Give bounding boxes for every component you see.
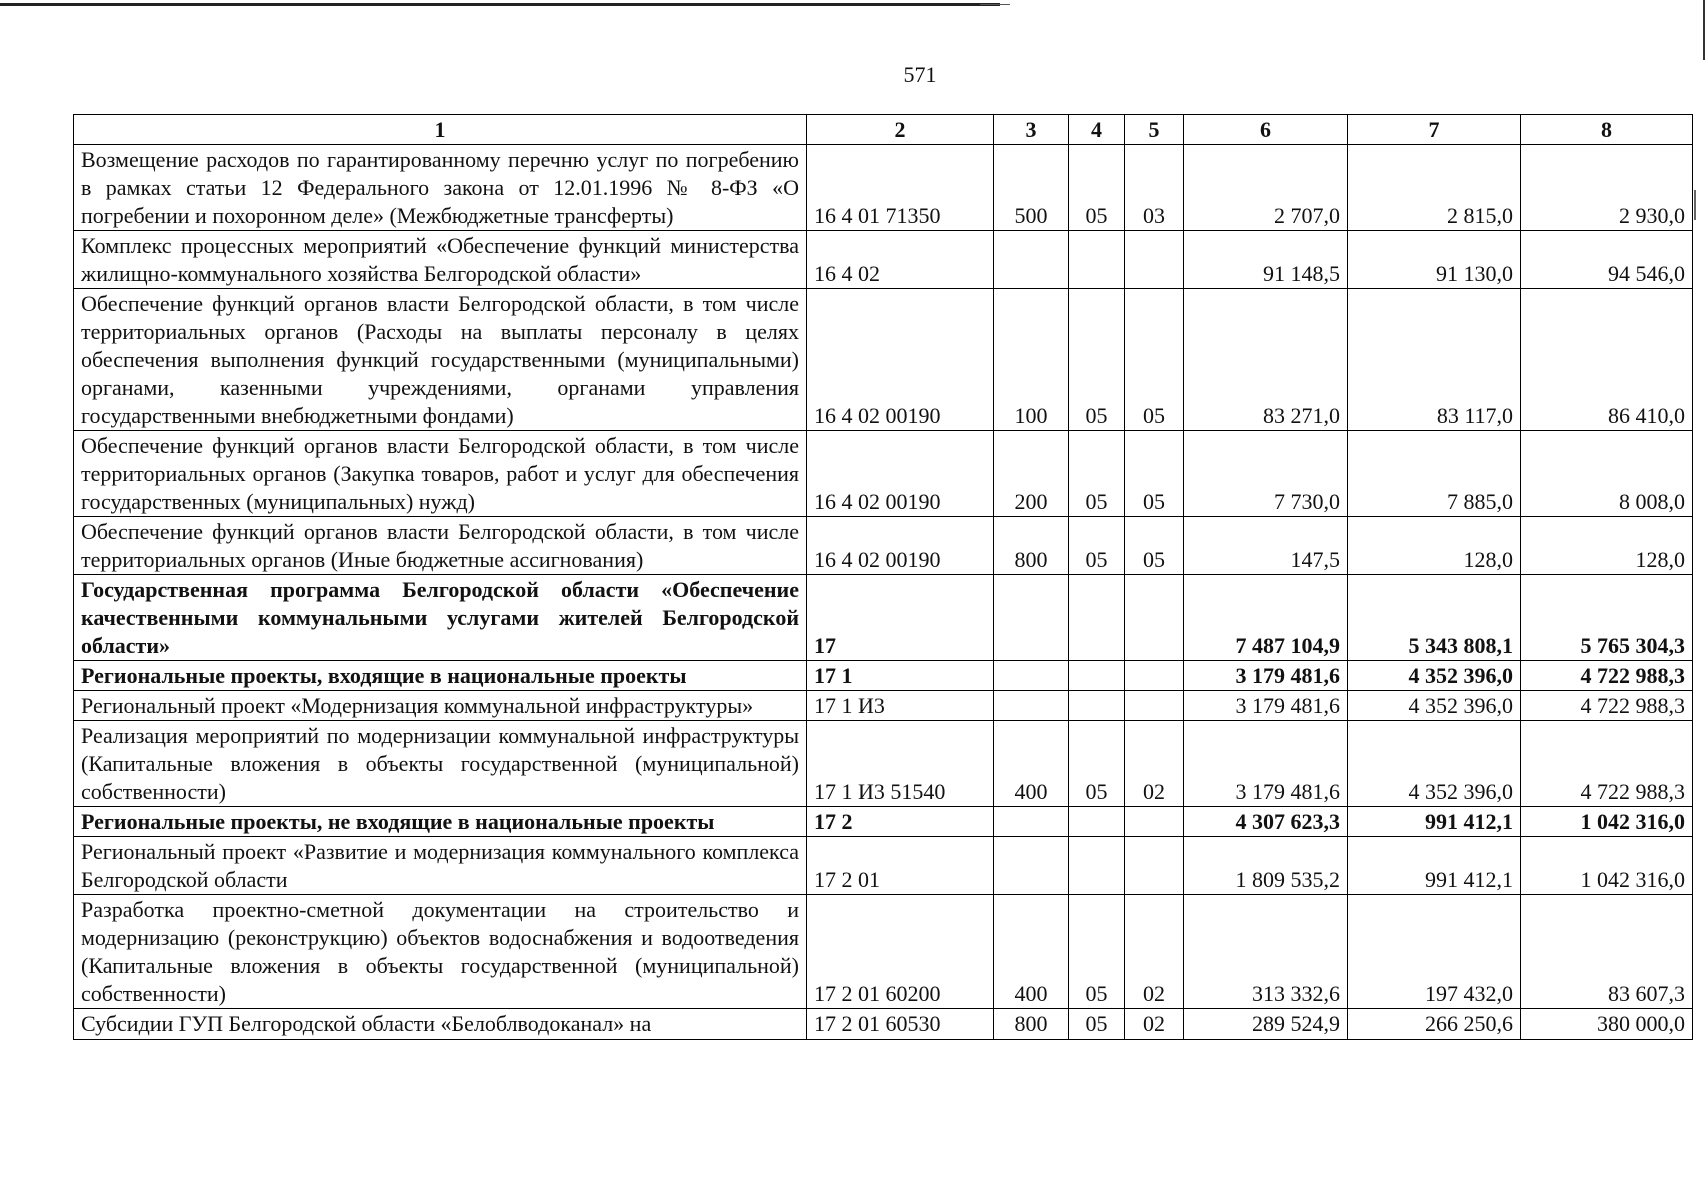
column-header: 8 [1521, 115, 1693, 145]
row-col7-value: 128,0 [1348, 517, 1521, 575]
row-col5-cell [1125, 231, 1184, 289]
table-row [74, 575, 1693, 661]
scan-edge-mark [1703, 0, 1705, 60]
row-col3-cell [994, 807, 1069, 837]
row-col8-value: 8 008,0 [1521, 431, 1693, 517]
row-code-cell: 17 2 01 [807, 837, 994, 895]
table-row [74, 517, 1693, 575]
row-col4-cell: 05 [1069, 895, 1125, 1009]
row-col6-value: 4 307 623,3 [1184, 807, 1348, 837]
row-col8-value: 128,0 [1521, 517, 1693, 575]
row-col7-value: 2 815,0 [1348, 145, 1521, 231]
row-col7-value: 83 117,0 [1348, 289, 1521, 431]
row-name-cell: Субсидии ГУП Белгородской области «Белоблводоканал» на [74, 1009, 807, 1040]
row-col3-cell: 800 [994, 1009, 1069, 1040]
row-col5-cell: 03 [1125, 145, 1184, 231]
row-col5-cell [1125, 691, 1184, 721]
row-code-cell: 16 4 02 00190 [807, 517, 994, 575]
row-col8-value: 5 765 304,3 [1521, 575, 1693, 661]
row-code-cell: 16 4 02 00190 [807, 431, 994, 517]
column-header: 1 [74, 115, 807, 145]
row-name-cell: Обеспечение функций органов власти Белгородской области, в том числе территориальных органов (Закупка товаров, работ и услуг для обеспечения государственных (муниципальных) нужд) [74, 431, 807, 517]
row-col7-value: 991 412,1 [1348, 807, 1521, 837]
row-code-cell: 17 [807, 575, 994, 661]
row-col3-cell: 200 [994, 431, 1069, 517]
row-col6-value: 3 179 481,6 [1184, 661, 1348, 691]
row-col4-cell: 05 [1069, 289, 1125, 431]
row-col6-value: 3 179 481,6 [1184, 691, 1348, 721]
row-col5-cell: 02 [1125, 1009, 1184, 1040]
row-col3-cell [994, 231, 1069, 289]
row-col6-value: 7 730,0 [1184, 431, 1348, 517]
row-col8-value: 86 410,0 [1521, 289, 1693, 431]
row-col3-cell: 800 [994, 517, 1069, 575]
row-col8-value: 94 546,0 [1521, 231, 1693, 289]
row-col7-value: 197 432,0 [1348, 895, 1521, 1009]
row-col3-cell [994, 691, 1069, 721]
table-body [74, 145, 1693, 1040]
row-code-cell: 17 2 01 60200 [807, 895, 994, 1009]
row-col8-value: 4 722 988,3 [1521, 721, 1693, 807]
row-name-cell: Государственная программа Белгородской области «Обеспечение качественными коммунальными услугами жителей Белгородской области» [74, 575, 807, 661]
row-code-cell: 16 4 02 [807, 231, 994, 289]
row-col5-cell [1125, 807, 1184, 837]
row-col8-value: 4 722 988,3 [1521, 691, 1693, 721]
row-col7-value: 5 343 808,1 [1348, 575, 1521, 661]
column-header: 3 [994, 115, 1069, 145]
row-name-cell: Региональный проект «Модернизация коммунальной инфраструктуры» [74, 691, 807, 721]
row-col3-cell [994, 661, 1069, 691]
table-row [74, 661, 1693, 691]
row-col6-value: 3 179 481,6 [1184, 721, 1348, 807]
scan-edge-mark [1694, 190, 1696, 220]
row-col6-value: 91 148,5 [1184, 231, 1348, 289]
table-row [74, 289, 1693, 431]
row-col8-value: 1 042 316,0 [1521, 807, 1693, 837]
row-col4-cell [1069, 837, 1125, 895]
row-col4-cell [1069, 691, 1125, 721]
column-header: 4 [1069, 115, 1125, 145]
row-col5-cell [1125, 837, 1184, 895]
scan-border-line [980, 4, 1010, 5]
row-code-cell: 17 1 [807, 661, 994, 691]
row-col4-cell: 05 [1069, 431, 1125, 517]
row-col6-value: 313 332,6 [1184, 895, 1348, 1009]
table-row [74, 431, 1693, 517]
row-col7-value: 991 412,1 [1348, 837, 1521, 895]
scan-border-line [0, 3, 1000, 6]
column-header: 5 [1125, 115, 1184, 145]
row-col3-cell [994, 837, 1069, 895]
row-col3-cell: 400 [994, 895, 1069, 1009]
row-name-cell: Региональные проекты, входящие в национальные проекты [74, 661, 807, 691]
row-col4-cell: 05 [1069, 145, 1125, 231]
table-row [74, 837, 1693, 895]
row-code-cell: 17 1 И3 [807, 691, 994, 721]
row-col7-value: 4 352 396,0 [1348, 691, 1521, 721]
table-row [74, 231, 1693, 289]
row-col7-value: 4 352 396,0 [1348, 721, 1521, 807]
table-row [74, 807, 1693, 837]
row-col8-value: 2 930,0 [1521, 145, 1693, 231]
row-col7-value: 7 885,0 [1348, 431, 1521, 517]
row-name-cell: Обеспечение функций органов власти Белгородской области, в том числе территориальных органов (Расходы на выплаты персоналу в целях обеспечения выполнения функций государственными (муниципальными) органами, казенными учреждениями, органами управления государственными внебюджетными фондами) [74, 289, 807, 431]
row-col8-value: 1 042 316,0 [1521, 837, 1693, 895]
table-row [74, 691, 1693, 721]
row-col8-value: 380 000,0 [1521, 1009, 1693, 1040]
row-col3-cell: 100 [994, 289, 1069, 431]
row-col7-value: 266 250,6 [1348, 1009, 1521, 1040]
row-code-cell: 17 2 01 60530 [807, 1009, 994, 1040]
page-number: 571 [903, 62, 937, 87]
row-col5-cell [1125, 575, 1184, 661]
row-col6-value: 7 487 104,9 [1184, 575, 1348, 661]
column-header: 2 [807, 115, 994, 145]
row-col4-cell [1069, 575, 1125, 661]
row-col8-value: 83 607,3 [1521, 895, 1693, 1009]
table-row [74, 721, 1693, 807]
column-header: 6 [1184, 115, 1348, 145]
row-col4-cell [1069, 661, 1125, 691]
table-row [74, 145, 1693, 231]
row-col8-value: 4 722 988,3 [1521, 661, 1693, 691]
row-name-cell: Возмещение расходов по гарантированному перечню услуг по погребению в рамках статьи 12 Федерального закона от 12.01.1996 № 8-ФЗ «О погребении и похоронном деле» (Межбюджетные трансферты) [74, 145, 807, 231]
row-col6-value: 83 271,0 [1184, 289, 1348, 431]
row-col6-value: 147,5 [1184, 517, 1348, 575]
row-name-cell: Комплекс процессных мероприятий «Обеспечение функций министерства жилищно-коммунального хозяйства Белгородской области» [74, 231, 807, 289]
row-col7-value: 91 130,0 [1348, 231, 1521, 289]
row-col4-cell [1069, 807, 1125, 837]
row-col6-value: 2 707,0 [1184, 145, 1348, 231]
column-header: 7 [1348, 115, 1521, 145]
row-col3-cell: 500 [994, 145, 1069, 231]
budget-table [73, 114, 1693, 1040]
row-col3-cell: 400 [994, 721, 1069, 807]
row-code-cell: 16 4 01 71350 [807, 145, 994, 231]
row-name-cell: Разработка проектно-сметной документации на строительство и модернизацию (реконструкцию) объектов водоснабжения и водоотведения (Капитальные вложения в объекты государственной (муниципальной) собственности) [74, 895, 807, 1009]
row-col5-cell: 02 [1125, 895, 1184, 1009]
row-col3-cell [994, 575, 1069, 661]
row-code-cell: 16 4 02 00190 [807, 289, 994, 431]
row-name-cell: Обеспечение функций органов власти Белгородской области, в том числе территориальных органов (Иные бюджетные ассигнования) [74, 517, 807, 575]
row-col6-value: 289 524,9 [1184, 1009, 1348, 1040]
row-col4-cell: 05 [1069, 721, 1125, 807]
row-col5-cell: 02 [1125, 721, 1184, 807]
row-code-cell: 17 2 [807, 807, 994, 837]
row-code-cell: 17 1 И3 51540 [807, 721, 994, 807]
table-row [74, 895, 1693, 1009]
row-col4-cell [1069, 231, 1125, 289]
row-col4-cell: 05 [1069, 517, 1125, 575]
row-name-cell: Региональный проект «Развитие и модернизация коммунального комплекса Белгородской области [74, 837, 807, 895]
row-name-cell: Региональные проекты, не входящие в национальные проекты [74, 807, 807, 837]
row-col4-cell: 05 [1069, 1009, 1125, 1040]
row-col5-cell: 05 [1125, 431, 1184, 517]
row-col6-value: 1 809 535,2 [1184, 837, 1348, 895]
row-col5-cell: 05 [1125, 289, 1184, 431]
row-col5-cell [1125, 661, 1184, 691]
row-name-cell: Реализация мероприятий по модернизации коммунальной инфраструктуры (Капитальные вложения в объекты государственной (муниципальной) собственности) [74, 721, 807, 807]
table-row [74, 1009, 1693, 1040]
table-header-row [74, 115, 1693, 145]
row-col5-cell: 05 [1125, 517, 1184, 575]
row-col7-value: 4 352 396,0 [1348, 661, 1521, 691]
